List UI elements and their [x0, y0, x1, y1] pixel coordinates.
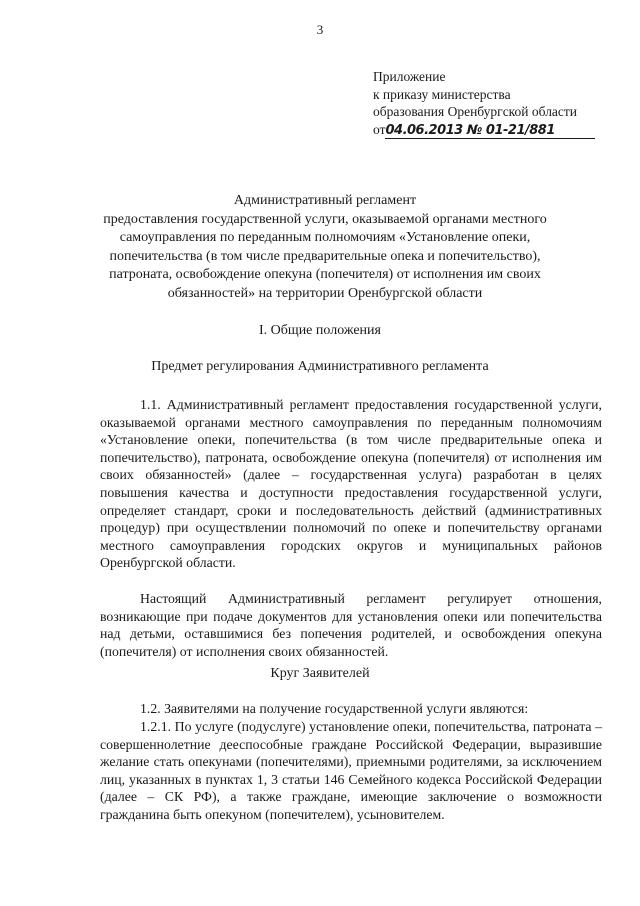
page-number: 3 [316, 22, 324, 37]
section-heading-general: I. Общие положения [259, 323, 381, 338]
paragraph-1-2: 1.2. Заявителями на получение государственной услуги являются: [140, 701, 529, 716]
subheading-subject: Предмет регулирования Административного регламента [151, 359, 489, 374]
document-title-line: самоуправления по переданным полномочиям «Установление опеки, [119, 230, 531, 245]
appendix-date-line [373, 121, 613, 140]
subheading-applicants: Круг Заявителей [270, 666, 370, 681]
document-title [100, 192, 550, 303]
appendix-ot-prefix: от [373, 121, 386, 137]
paragraph-1-2-1: 1.2.1. По услуге (подуслуге) установление опеки, попечительства, патроната – совершеннолетние дееспособные граждане Российской Федерации, выразившие желание стать опекунами (попечителями), приемными родителями, за исключением лиц, указанных в пунктах 1, 3 статьи 146 Семейного кодекса Российской Федерации (далее – СК РФ), а также граждане, имеющие заключение о возможности гражданина быть опекуном (попечителем), усыновителем. [100, 719, 602, 822]
appendix-ministry: образования Оренбургской области [373, 104, 578, 119]
paragraph-1-1: 1.1. Административный регламент предоставления государственной услуги, оказываемой органами местного самоуправления по переданным полномочиям «Установление опеки, попечительства (в том числе предварительные опека и попечительство), патроната, освобождение опекуна (попечителя) от исполнения им своих обязанностей» (далее – государственная услуга) разработан в целях повышения качества и доступности предоставления государственной услуги, определяет стандарт, сроки и последовательность действий (административных процедур) при осуществлении полномочий по опеке и попечительству органами местного самоуправления городских округов и муниципальных районов Оренбургской области. [100, 397, 602, 571]
document-title-line: попечительства (в том числе предварительные опека и попечительство), [109, 248, 541, 264]
appendix-header [373, 68, 613, 139]
handwritten-date-number: 04.06.2013 № 01-21/881 [385, 123, 594, 139]
appendix-label: Приложение [373, 69, 446, 84]
paragraph-regulates: Настоящий Административный регламент регулирует отношения, возникающие при подаче документов для установления опеки или попечительства над детьми, оставшимися без попечения родителей, и освобождения опекуна (попечителя) от исполнения своих обязанностей. [100, 591, 602, 659]
document-title-line: обязанностей» на территории Оренбургской области [167, 285, 483, 301]
document-title-line: Административный регламент [233, 193, 417, 208]
document-title-line: предоставления государственной услуги, оказываемой органами местного [103, 211, 547, 227]
document-title-line: патроната, освобождение опекуна (попечителя) от исполнения им своих [109, 267, 541, 282]
appendix-order-ref: к приказу министерства [373, 86, 511, 102]
